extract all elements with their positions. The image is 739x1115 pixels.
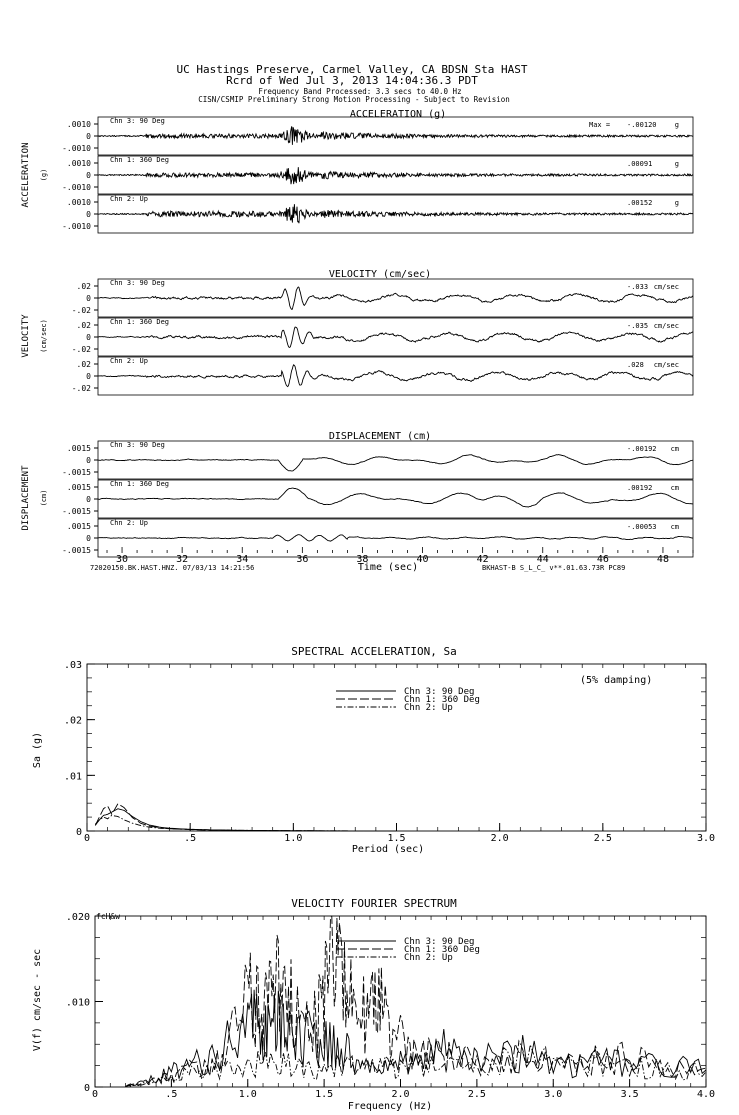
- record-time-header: Rcrd of Wed Jul 3, 2013 14:04:36.3 PDT: [226, 74, 478, 87]
- velocity-ylabel: VELOCITY: [21, 314, 31, 358]
- max-unit: cm/sec: [653, 361, 679, 369]
- channel-label: Chn 1: 360 Deg: [110, 480, 170, 488]
- waveform-line: [98, 167, 693, 184]
- max-unit: g: [674, 121, 679, 129]
- sa-chart: [64, 660, 715, 844]
- ytick-label: -.0015: [62, 546, 91, 555]
- xtick-label: 2.0: [490, 833, 509, 844]
- max-unit: cm/sec: [653, 322, 679, 330]
- acceleration-title: ACCELERATION (g): [349, 109, 447, 120]
- ytick-label: .0010: [66, 120, 91, 129]
- ytick-label: 0: [86, 294, 91, 303]
- series-line-1: [95, 809, 396, 831]
- channel-label: Chn 1: 360 Deg: [110, 318, 170, 326]
- max-value: .00152: [627, 199, 653, 207]
- vfs-legend: [336, 937, 480, 963]
- time-axis-label: Time (sec): [357, 562, 419, 573]
- xtick-label: 1.5: [387, 833, 406, 844]
- max-label: Max =: [589, 121, 611, 129]
- max-value: -.00120: [627, 121, 657, 129]
- footer-left: 72020150.BK.HAST.HNZ. 07/03/13 14:21:56: [90, 564, 255, 572]
- channel-label: Chn 3: 90 Deg: [110, 441, 165, 449]
- channel-label: Chn 2: Up: [110, 519, 148, 527]
- trace-frame: [98, 441, 693, 479]
- trace-3: [72, 357, 693, 395]
- ytick-label: .01: [63, 771, 82, 783]
- waveform-line: [98, 204, 693, 223]
- xtick-label: 1.0: [284, 833, 303, 844]
- band-header: Frequency Band Processed: 3.3 secs to 40.0 Hz: [258, 87, 462, 96]
- ytick-label: 0: [86, 495, 91, 504]
- ytick-label: 0: [86, 534, 91, 543]
- legend-label: Chn 3: 90 Deg: [404, 687, 475, 697]
- xtick-label: 1.0: [238, 1089, 257, 1100]
- waveform-line: [98, 287, 693, 309]
- ytick-label: .0010: [66, 159, 91, 168]
- displacement-ylabel: DISPLACEMENT: [21, 465, 31, 531]
- max-unit: cm/sec: [653, 283, 679, 291]
- xtick-label: 42: [476, 554, 489, 565]
- station-header: UC Hastings Preserve, Carmel Valley, CA BDSN Sta HAST: [176, 63, 528, 76]
- ytick-label: -.0010: [62, 144, 91, 153]
- xtick-label: 2.0: [391, 1089, 410, 1100]
- footer-right: BKHAST-B S_L_C_ v**.01.63.73R PC89: [482, 564, 626, 572]
- ytick-label: 0: [86, 171, 91, 180]
- ytick-label: .02: [63, 715, 82, 727]
- ytick-label: 0: [75, 827, 82, 838]
- max-value: .028: [627, 361, 644, 369]
- trace-2: [72, 318, 693, 356]
- trace-frame: [98, 357, 693, 395]
- waveform-line: [98, 488, 693, 507]
- ytick-label: 0: [86, 456, 91, 465]
- displacement-title: DISPLACEMENT (cm): [328, 431, 432, 442]
- xtick-label: 0: [83, 833, 91, 844]
- waveform-line: [98, 455, 693, 471]
- xtick-label: 32: [176, 554, 189, 565]
- xtick-label: 1.5: [315, 1089, 334, 1100]
- legend-label: Chn 3: 90 Deg: [404, 937, 475, 947]
- ytick-label: 0: [86, 372, 91, 381]
- channel-label: Chn 2: Up: [110, 357, 148, 365]
- channel-label: Chn 2: Up: [110, 195, 148, 203]
- sa-xlabel: Period (sec): [351, 844, 425, 855]
- waveform-line: [98, 365, 693, 387]
- max-value: -.033: [627, 283, 649, 291]
- max-value: -.035: [627, 322, 649, 330]
- acceleration-ylabel: ACCELERATION: [21, 142, 31, 208]
- ytick-label: .0015: [66, 522, 91, 531]
- waveform-line: [98, 126, 693, 145]
- ytick-label: .020: [65, 912, 90, 923]
- velocity-panel: [72, 279, 693, 395]
- channel-label: Chn 3: 90 Deg: [110, 279, 165, 287]
- xtick-label: 36: [296, 554, 309, 565]
- xtick-label: 3.0: [696, 833, 716, 844]
- xtick-label: 2.5: [593, 833, 612, 844]
- max-value: -.00053: [627, 523, 657, 531]
- legend-label: Chn 1: 360 Deg: [404, 695, 480, 705]
- displacement-yunit: (cm): [40, 489, 48, 507]
- trace-1: [72, 279, 693, 317]
- xtick-label: .5: [184, 833, 197, 844]
- max-value: .00091: [627, 160, 653, 168]
- max-unit: cm: [670, 445, 679, 453]
- xtick-label: 3.5: [620, 1089, 639, 1100]
- velocity-yunit: (cm/sec): [40, 319, 48, 353]
- legend-label: Chn 2: Up: [404, 703, 453, 713]
- series-line-2: [95, 804, 396, 831]
- vfs-chart: [66, 912, 715, 1100]
- trace-1: [62, 117, 693, 155]
- xtick-label: 40: [416, 554, 429, 565]
- ytick-label: -.0010: [62, 222, 91, 231]
- ytick-label: .02: [76, 321, 91, 330]
- xtick-label: 30: [116, 554, 129, 565]
- ytick-label: 0: [86, 333, 91, 342]
- ytick-label: -.02: [71, 306, 91, 315]
- velocity-title: VELOCITY (cm/sec): [328, 269, 432, 280]
- ytick-label: -.0015: [62, 507, 91, 516]
- vfs-title: VELOCITY FOURIER SPECTRUM: [291, 897, 457, 910]
- ytick-label: .0015: [66, 444, 91, 453]
- plot-frame: [87, 664, 706, 831]
- xtick-label: 3.0: [544, 1089, 563, 1100]
- ytick-label: .02: [76, 360, 91, 369]
- legend-label: Chn 1: 360 Deg: [404, 945, 480, 955]
- legend-label: Chn 2: Up: [404, 953, 453, 963]
- xtick-label: 4.0: [696, 1089, 716, 1100]
- acceleration-panel: [62, 117, 693, 233]
- waveform-line: [98, 327, 693, 347]
- trace-1: [62, 441, 693, 479]
- sa-legend: [336, 687, 480, 713]
- ytick-label: -.0010: [62, 183, 91, 192]
- ytick-label: -.02: [71, 345, 91, 354]
- channel-label: Chn 3: 90 Deg: [110, 117, 165, 125]
- ytick-label: .02: [76, 282, 91, 291]
- xtick-label: 34: [236, 554, 249, 565]
- ytick-label: .0015: [66, 483, 91, 492]
- max-unit: g: [674, 160, 679, 168]
- waveform-line: [98, 535, 693, 541]
- sa-annotation: (5% damping): [580, 675, 653, 686]
- ytick-label: -.0015: [62, 468, 91, 477]
- sa-title: SPECTRAL ACCELERATION, Sa: [291, 645, 457, 658]
- xtick-label: 2.5: [467, 1089, 486, 1100]
- max-unit: g: [674, 199, 679, 207]
- ytick-label: .03: [63, 660, 82, 671]
- displacement-panel: [62, 441, 693, 557]
- max-unit: cm: [670, 523, 679, 531]
- max-value: -.00192: [627, 445, 657, 453]
- max-unit: cm: [670, 484, 679, 492]
- ytick-label: 0: [86, 210, 91, 219]
- ytick-label: 0: [86, 132, 91, 141]
- ytick-label: .0010: [66, 198, 91, 207]
- vfs-xlabel: Frequency (Hz): [347, 1101, 433, 1112]
- xtick-label: 48: [656, 554, 669, 565]
- trace-3: [62, 195, 693, 233]
- max-value: .00192: [627, 484, 653, 492]
- ytick-label: .010: [65, 997, 90, 1009]
- processing-header: CISN/CSMIP Preliminary Strong Motion Processing - Subject to Revision: [198, 95, 510, 104]
- vfs-ylabel: V(f) cm/sec - sec: [32, 948, 43, 1052]
- channel-label: Chn 1: 360 Deg: [110, 156, 170, 164]
- sa-ylabel: Sa (g): [32, 731, 43, 769]
- xtick-label: 0: [91, 1089, 99, 1100]
- acceleration-yunit: (g): [40, 168, 48, 182]
- trace-2: [62, 156, 693, 194]
- ytick-label: -.02: [71, 384, 91, 393]
- xtick-label: .5: [165, 1089, 178, 1100]
- xtick-label: 44: [536, 554, 549, 565]
- ytick-label: 0: [83, 1083, 90, 1094]
- xtick-label: 38: [356, 554, 369, 565]
- trace-2: [62, 480, 693, 518]
- trace-frame: [98, 318, 693, 356]
- xtick-label: 46: [596, 554, 609, 565]
- vfs-annotation: fcH&w: [96, 912, 121, 921]
